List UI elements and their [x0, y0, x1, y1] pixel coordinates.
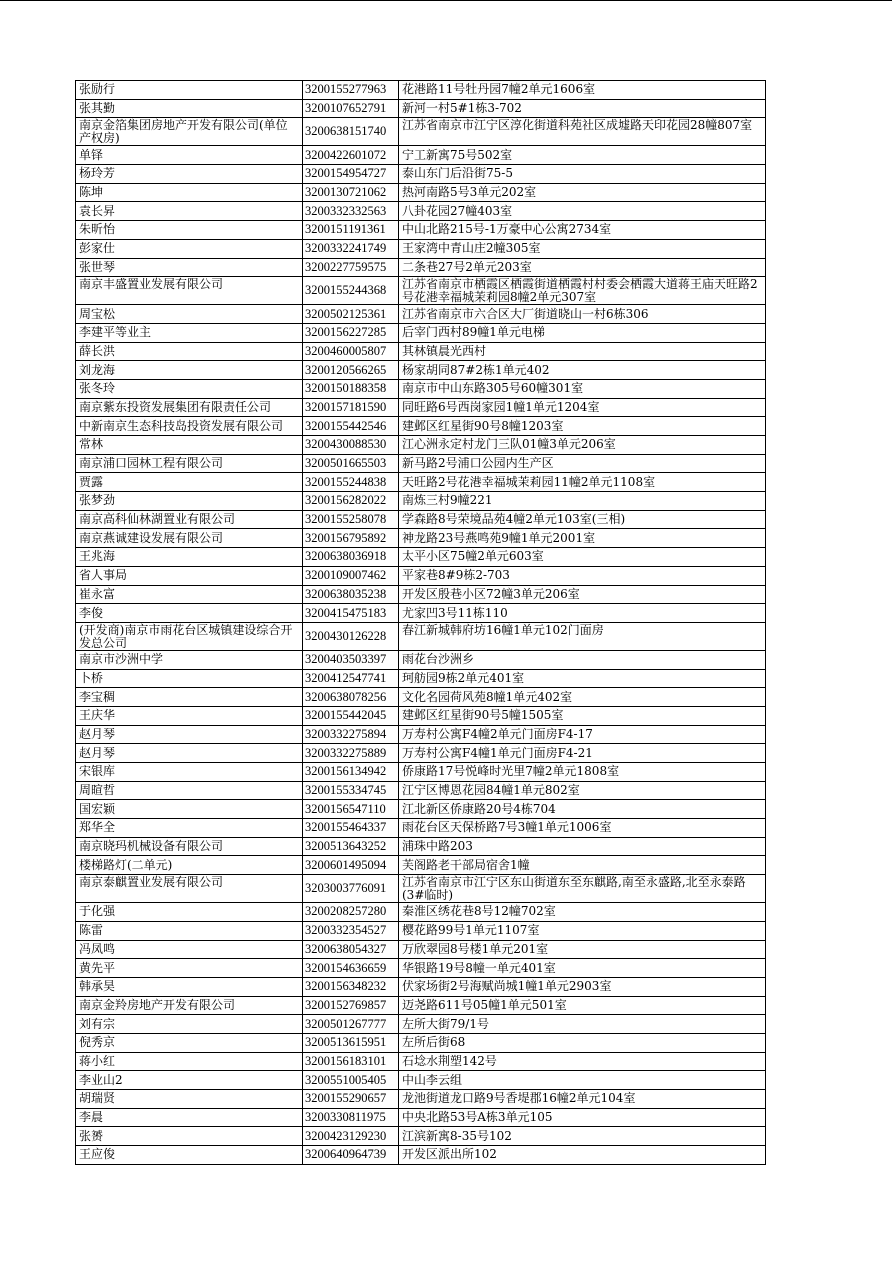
table-row	[76, 183, 766, 202]
cell-address: 杨家胡同87#2栋1单元402	[399, 361, 766, 380]
cell-name: 薛长洪	[76, 342, 303, 361]
table-row	[76, 277, 766, 305]
cell-name: 黄先平	[76, 959, 303, 978]
cell-address: 二条巷27号2单元203室	[399, 258, 766, 277]
cell-name: 冯凤鸣	[76, 940, 303, 959]
cell-name: 胡瑞贤	[76, 1090, 303, 1109]
cell-account-number: 3200155244368	[303, 277, 399, 305]
cell-address: 江宁区博恩花园84幢1单元802室	[399, 781, 766, 800]
cell-address: 建邺区红星街90号8幢1203室	[399, 417, 766, 436]
cell-name: 刘有宗	[76, 1015, 303, 1034]
cell-account-number: 3200332275889	[303, 744, 399, 763]
cell-account-number: 3200155244838	[303, 473, 399, 492]
cell-address: 花港路11号牡丹园7幢2单元1606室	[399, 81, 766, 100]
cell-account-number: 3200130721062	[303, 183, 399, 202]
cell-name: 省人事局	[76, 566, 303, 585]
table-row	[76, 258, 766, 277]
cell-account-number: 3200638078256	[303, 688, 399, 707]
cell-name: 南京浦口园林工程有限公司	[76, 454, 303, 473]
table-row	[76, 1146, 766, 1165]
cell-name: 卜桥	[76, 669, 303, 688]
table-row	[76, 800, 766, 819]
cell-address: 平家巷8#9栋2-703	[399, 566, 766, 585]
cell-name: 赵月琴	[76, 725, 303, 744]
cell-name: 贾露	[76, 473, 303, 492]
cell-address: 秦淮区绣花巷8号12幢702室	[399, 903, 766, 922]
cell-account-number: 3200638054327	[303, 940, 399, 959]
cell-address: 开发区派出所102	[399, 1146, 766, 1165]
cell-address: 开发区殷巷小区72幢3单元206室	[399, 585, 766, 604]
cell-account-number: 3200150188358	[303, 379, 399, 398]
cell-address: 江苏省南京市六合区大厂街道晓山一村6栋306	[399, 305, 766, 324]
cell-account-number: 3200156547110	[303, 800, 399, 819]
cell-address: 南京市中山东路305号60幢301室	[399, 379, 766, 398]
cell-address: 中央北路53号A栋3单元105	[399, 1108, 766, 1127]
cell-name: 朱昕怡	[76, 221, 303, 240]
cell-address: 其林镇晨光西村	[399, 342, 766, 361]
cell-name: 南京高科仙林湖置业有限公司	[76, 510, 303, 529]
cell-account-number: 3200155290657	[303, 1090, 399, 1109]
table-row	[76, 763, 766, 782]
cell-account-number: 3200155334745	[303, 781, 399, 800]
cell-name: 张其勤	[76, 99, 303, 118]
cell-account-number: 3200156348232	[303, 977, 399, 996]
cell-account-number: 3200513615951	[303, 1033, 399, 1052]
cell-name: 张世琴	[76, 258, 303, 277]
cell-name: 李俊	[76, 604, 303, 623]
cell-account-number: 3200430088530	[303, 436, 399, 455]
table-row	[76, 342, 766, 361]
cell-name: 韩承昊	[76, 977, 303, 996]
table-row	[76, 202, 766, 221]
cell-name: 崔永富	[76, 585, 303, 604]
table-row	[76, 165, 766, 184]
cell-account-number: 3200330811975	[303, 1108, 399, 1127]
cell-address: 左所后街68	[399, 1033, 766, 1052]
table-row	[76, 379, 766, 398]
customer-table	[75, 80, 766, 1165]
cell-account-number: 3200638035238	[303, 585, 399, 604]
cell-name: 张励行	[76, 81, 303, 100]
cell-name: 南京紫东投资发展集团有限责任公司	[76, 398, 303, 417]
cell-address: 八卦花园27幢403室	[399, 202, 766, 221]
cell-account-number: 3200638036918	[303, 548, 399, 567]
cell-address: 万欣翠园8号楼1单元201室	[399, 940, 766, 959]
cell-name: 宋银库	[76, 763, 303, 782]
table-row	[76, 744, 766, 763]
cell-account-number: 3200460005807	[303, 342, 399, 361]
cell-address: 中山北路215号-1万豪中心公寓2734室	[399, 221, 766, 240]
cell-name: 李宝稠	[76, 688, 303, 707]
table-row	[76, 903, 766, 922]
table-row	[76, 688, 766, 707]
table-row	[76, 305, 766, 324]
table-row	[76, 856, 766, 875]
cell-account-number: 3200208257280	[303, 903, 399, 922]
cell-account-number: 3200156227285	[303, 323, 399, 342]
cell-address: 万寿村公寓F4幢2单元门面房F4-17	[399, 725, 766, 744]
cell-name: 李业山2	[76, 1071, 303, 1090]
cell-account-number: 3200157181590	[303, 398, 399, 417]
cell-name: 李晨	[76, 1108, 303, 1127]
cell-name: 周暄哲	[76, 781, 303, 800]
table-row	[76, 398, 766, 417]
cell-account-number: 3200156134942	[303, 763, 399, 782]
cell-name: 南京燕诚建设发展有限公司	[76, 529, 303, 548]
cell-name: 赵月琴	[76, 744, 303, 763]
cell-account-number: 3200154954727	[303, 165, 399, 184]
table-row	[76, 669, 766, 688]
table-row	[76, 706, 766, 725]
cell-address: 江苏省南京市江宁区东山街道东至东麒路,南至永盛路,北至永泰路(3#临时)	[399, 875, 766, 903]
cell-address: 同旺路6号西岗家园1幢1单元1204室	[399, 398, 766, 417]
cell-name: 张赟	[76, 1127, 303, 1146]
cell-name: 张冬玲	[76, 379, 303, 398]
cell-address: 天旺路2号花港幸福城茉莉园11幢2单元1108室	[399, 473, 766, 492]
cell-account-number: 3200152769857	[303, 996, 399, 1015]
cell-address: 宁工新寓75号502室	[399, 146, 766, 165]
cell-account-number: 3200501665503	[303, 454, 399, 473]
cell-address: 华银路19号8幢一单元401室	[399, 959, 766, 978]
cell-name: 于化强	[76, 903, 303, 922]
cell-address: 文化名园荷风苑8幢1单元402室	[399, 688, 766, 707]
table-row	[76, 959, 766, 978]
cell-name: 彭家仕	[76, 239, 303, 258]
cell-account-number: 3200502125361	[303, 305, 399, 324]
cell-account-number: 3200601495094	[303, 856, 399, 875]
cell-account-number: 3200151191361	[303, 221, 399, 240]
cell-address: 迈尧路611号05幢1单元501室	[399, 996, 766, 1015]
cell-account-number: 3200155442045	[303, 706, 399, 725]
table-row	[76, 146, 766, 165]
table-row	[76, 1090, 766, 1109]
cell-name: 南京晓玛机械设备有限公司	[76, 837, 303, 856]
table-row	[76, 1015, 766, 1034]
cell-name: 王兆海	[76, 548, 303, 567]
cell-address: 石埝水荆塑142号	[399, 1052, 766, 1071]
cell-account-number: 3200227759575	[303, 258, 399, 277]
cell-name: 陈坤	[76, 183, 303, 202]
table-row	[76, 604, 766, 623]
table-row	[76, 361, 766, 380]
table-body	[76, 81, 766, 1165]
cell-name: 杨玲芳	[76, 165, 303, 184]
cell-name: 张梦劲	[76, 492, 303, 511]
cell-account-number: 3200120566265	[303, 361, 399, 380]
cell-name: 倪秀京	[76, 1033, 303, 1052]
cell-account-number: 3200430126228	[303, 622, 399, 650]
table-row	[76, 1071, 766, 1090]
cell-address: 浦珠中路203	[399, 837, 766, 856]
cell-name: 周宝松	[76, 305, 303, 324]
table-row	[76, 239, 766, 258]
cell-address: 雨花台沙洲乡	[399, 650, 766, 669]
cell-name: 王庆华	[76, 706, 303, 725]
table-row	[76, 492, 766, 511]
table-row	[76, 837, 766, 856]
cell-account-number: 3200155258078	[303, 510, 399, 529]
cell-name: 王应俊	[76, 1146, 303, 1165]
cell-name: 陈雷	[76, 921, 303, 940]
cell-address: 泰山东门后沿街75-5	[399, 165, 766, 184]
table-row	[76, 436, 766, 455]
cell-address: 樱花路99号1单元1107室	[399, 921, 766, 940]
table-row	[76, 454, 766, 473]
cell-account-number: 3200412547741	[303, 669, 399, 688]
cell-address: 珂舫园9栋2单元401室	[399, 669, 766, 688]
cell-account-number: 3200156183101	[303, 1052, 399, 1071]
table-row	[76, 819, 766, 838]
cell-name: 李建平等业主	[76, 323, 303, 342]
cell-account-number: 3200155464337	[303, 819, 399, 838]
cell-address: 热河南路5号3单元202室	[399, 183, 766, 202]
cell-address: 中山李云组	[399, 1071, 766, 1090]
cell-account-number: 3200332354527	[303, 921, 399, 940]
cell-address: 新马路2号浦口公园内生产区	[399, 454, 766, 473]
cell-address: 尤家凹3号11栋110	[399, 604, 766, 623]
table-row	[76, 473, 766, 492]
cell-name: (开发商)南京市雨花台区城镇建设综合开发总公司	[76, 622, 303, 650]
cell-address: 伏家场街2号海赋尚城1幢1单元2903室	[399, 977, 766, 996]
table-row	[76, 585, 766, 604]
cell-account-number: 3200415475183	[303, 604, 399, 623]
table-row	[76, 81, 766, 100]
cell-address: 江北新区侨康路20号4栋704	[399, 800, 766, 819]
cell-address: 后宰门西村89幢1单元电梯	[399, 323, 766, 342]
cell-address: 太平小区75幢2单元603室	[399, 548, 766, 567]
cell-address: 南炼三村9幢221	[399, 492, 766, 511]
cell-account-number: 3200638151740	[303, 118, 399, 146]
table-row	[76, 417, 766, 436]
cell-name: 南京金箔集团房地产开发有限公司(单位产权房)	[76, 118, 303, 146]
cell-name: 刘龙海	[76, 361, 303, 380]
table-row	[76, 1127, 766, 1146]
table-row	[76, 725, 766, 744]
cell-name: 楼梯路灯(二单元)	[76, 856, 303, 875]
cell-address: 王家湾中青山庄2幢305室	[399, 239, 766, 258]
table-row	[76, 1033, 766, 1052]
cell-name: 郑华全	[76, 819, 303, 838]
table-row	[76, 940, 766, 959]
cell-account-number: 3200332241749	[303, 239, 399, 258]
table-row	[76, 622, 766, 650]
cell-address: 雨花台区天保桥路7号3幢1单元1006室	[399, 819, 766, 838]
cell-address: 学森路8号荣境品苑4幢2单元103室(三相)	[399, 510, 766, 529]
table-row	[76, 977, 766, 996]
cell-account-number: 3200155442546	[303, 417, 399, 436]
cell-name: 南京泰麒置业发展有限公司	[76, 875, 303, 903]
table-row	[76, 781, 766, 800]
cell-name: 南京市沙洲中学	[76, 650, 303, 669]
cell-address: 神龙路23号燕鸣苑9幢1单元2001室	[399, 529, 766, 548]
cell-account-number: 3200107652791	[303, 99, 399, 118]
cell-address: 新河一村5#1栋3-702	[399, 99, 766, 118]
top-border-line	[0, 0, 892, 1]
table-row	[76, 996, 766, 1015]
cell-name: 中新南京生态科技岛投资发展有限公司	[76, 417, 303, 436]
table-row	[76, 921, 766, 940]
cell-address: 建邺区红星街90号5幢1505室	[399, 706, 766, 725]
table-row	[76, 875, 766, 903]
table-row	[76, 1052, 766, 1071]
cell-account-number: 3200501267777	[303, 1015, 399, 1034]
cell-name: 蒋小红	[76, 1052, 303, 1071]
cell-address: 左所大街79/1号	[399, 1015, 766, 1034]
cell-account-number: 3200332332563	[303, 202, 399, 221]
cell-account-number: 3203003776091	[303, 875, 399, 903]
cell-account-number: 3200156282022	[303, 492, 399, 511]
cell-account-number: 3200156795892	[303, 529, 399, 548]
table-row	[76, 566, 766, 585]
cell-address: 江苏省南京市栖霞区栖霞街道栖霞村村委会栖霞大道蒋王庙天旺路2号花港幸福城茉莉园8幢2单元307室	[399, 277, 766, 305]
cell-address: 万寿村公寓F4幢1单元门面房F4-21	[399, 744, 766, 763]
cell-name: 国宏颖	[76, 800, 303, 819]
cell-address: 侨康路17号悦峰时光里7幢2单元1808室	[399, 763, 766, 782]
cell-name: 南京丰盛置业发展有限公司	[76, 277, 303, 305]
table-row	[76, 1108, 766, 1127]
cell-account-number: 3200403503397	[303, 650, 399, 669]
cell-name: 南京金羚房地产开发有限公司	[76, 996, 303, 1015]
cell-address: 江心洲永定村龙门三队01幢3单元206室	[399, 436, 766, 455]
cell-address: 芙阁路老干部局宿舍1幢	[399, 856, 766, 875]
table-row	[76, 99, 766, 118]
cell-address: 龙池街道龙口路9号香堤郡16幢2单元104室	[399, 1090, 766, 1109]
table-row	[76, 548, 766, 567]
cell-account-number: 3200422601072	[303, 146, 399, 165]
table-row	[76, 529, 766, 548]
table-row	[76, 510, 766, 529]
cell-address: 春江新城韩府坊16幢1单元102门面房	[399, 622, 766, 650]
cell-address: 江苏省南京市江宁区淳化街道科苑社区成墟路天印花园28幢807室	[399, 118, 766, 146]
cell-name: 常林	[76, 436, 303, 455]
cell-account-number: 3200513643252	[303, 837, 399, 856]
cell-account-number: 3200551005405	[303, 1071, 399, 1090]
cell-account-number: 3200109007462	[303, 566, 399, 585]
table-row	[76, 221, 766, 240]
cell-name: 袁长昇	[76, 202, 303, 221]
cell-account-number: 3200423129230	[303, 1127, 399, 1146]
cell-account-number: 3200154636659	[303, 959, 399, 978]
cell-name: 单铎	[76, 146, 303, 165]
cell-account-number: 3200640964739	[303, 1146, 399, 1165]
table-row	[76, 323, 766, 342]
table-row	[76, 650, 766, 669]
cell-account-number: 3200155277963	[303, 81, 399, 100]
table-row	[76, 118, 766, 146]
cell-address: 江滨新寓8-35号102	[399, 1127, 766, 1146]
cell-account-number: 3200332275894	[303, 725, 399, 744]
